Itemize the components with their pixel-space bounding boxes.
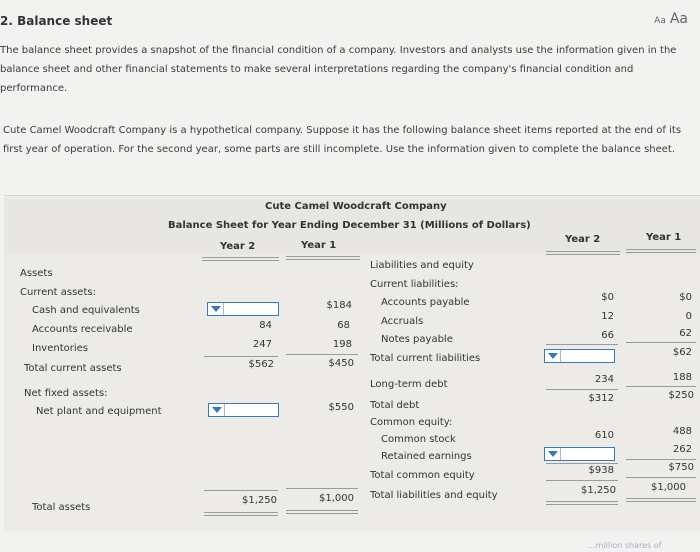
font-decrease-button[interactable]: Aa (654, 16, 666, 26)
dropdown-arrow-icon (548, 353, 558, 359)
payable-year1: $0 (679, 292, 692, 303)
common-stock-year1: 488 (672, 426, 692, 437)
subtotal-rule (546, 344, 618, 345)
net-fixed-assets-heading: Net fixed assets: (24, 388, 108, 399)
dropdown-arrow-icon (548, 451, 558, 457)
total-rule (626, 498, 696, 502)
col-header-year1-right: Year 1 (646, 232, 682, 243)
total-current-liabilities-year2-dropdown[interactable] (544, 349, 615, 363)
col-header-year2-right: Year 2 (565, 234, 601, 245)
subtotal-rule (204, 490, 278, 491)
total-debt-year2: $312 (588, 393, 614, 404)
dropdown-arrow-icon (211, 306, 221, 312)
notes-label: Notes payable (381, 334, 453, 345)
total-debt-year1: $250 (668, 390, 694, 401)
inventories-year1: 198 (332, 339, 352, 350)
assets-heading: Assets (20, 268, 53, 279)
total-current-assets-year1: $450 (328, 358, 354, 369)
subtotal-rule (626, 459, 696, 460)
cash-year2-dropdown[interactable] (207, 302, 279, 316)
header-rule (626, 249, 696, 253)
total-current-liabilities-year1: $62 (672, 347, 692, 358)
cutoff-next-paragraph: ...million shares of (588, 541, 662, 550)
retained-earnings-label: Retained earnings (381, 451, 472, 462)
long-term-debt-label: Long-term debt (370, 379, 448, 390)
total-liabilities-equity-year1: $1,000 (651, 482, 686, 493)
common-stock-label: Common stock (381, 434, 456, 445)
total-equity-label: Total common equity (370, 470, 475, 481)
notes-year1: 62 (679, 328, 692, 339)
subtotal-rule (546, 480, 618, 481)
payable-label: Accounts payable (381, 297, 470, 308)
total-liabilities-equity-year2: $1,250 (581, 485, 616, 496)
total-debt-label: Total debt (370, 400, 420, 411)
inventories-label: Inventories (32, 343, 88, 354)
header-rule (202, 257, 279, 261)
dropdown-arrow-icon (212, 407, 222, 413)
receivable-year2: 84 (259, 320, 272, 331)
notes-year2: 66 (601, 330, 614, 341)
plant-label: Net plant and equipment (36, 406, 162, 417)
common-equity-heading: Common equity: (370, 417, 453, 428)
receivable-year1: 68 (337, 320, 350, 331)
sheet-subtitle: Balance Sheet for Year Ending December 31 (Millions of Dollars) (168, 220, 531, 231)
total-assets-label: Total assets (32, 502, 91, 513)
total-rule (546, 501, 618, 505)
subtotal-rule (626, 477, 696, 478)
accruals-year1: 0 (685, 311, 692, 322)
plant-year2-dropdown[interactable] (208, 403, 279, 417)
total-current-liabilities-label: Total current liabilities (370, 353, 481, 364)
col-header-year2-left: Year 2 (220, 241, 256, 252)
total-liabilities-equity-label: Total liabilities and equity (370, 490, 498, 501)
long-term-debt-year1: 188 (672, 372, 692, 383)
header-rule (286, 256, 360, 260)
page-title: 2. Balance sheet (0, 14, 113, 28)
subtotal-rule (286, 354, 358, 355)
subtotal-rule (546, 463, 618, 464)
liabilities-heading: Liabilities and equity (370, 260, 474, 271)
total-current-assets-year2: $562 (248, 359, 274, 370)
company-name: Cute Camel Woodcraft Company (265, 201, 447, 212)
total-assets-year1: $1,000 (319, 493, 354, 504)
cash-year1: $184 (326, 300, 352, 311)
retained-earnings-year1: 262 (672, 444, 692, 455)
col-header-year1-left: Year 1 (301, 240, 337, 251)
receivable-label: Accounts receivable (32, 324, 133, 335)
long-term-debt-year2: 234 (594, 374, 614, 385)
total-equity-year2: $938 (588, 465, 614, 476)
inventories-year2: 247 (252, 339, 272, 350)
header-rule (546, 251, 620, 255)
intro-paragraph-1: The balance sheet provides a snapshot of the financial condition of a company. Investors and analysts use the information given in the balance sheet and other financial statements to make several interpretations regarding the company's financial condition and performance. (0, 45, 677, 94)
total-rule (286, 510, 358, 514)
retained-earnings-year2-dropdown[interactable] (544, 447, 615, 461)
subtotal-rule (286, 488, 358, 489)
subtotal-rule (626, 386, 696, 387)
total-current-assets-label: Total current assets (24, 363, 122, 374)
font-size-control[interactable] (654, 8, 688, 27)
total-rule (204, 512, 278, 516)
plant-year1: $550 (328, 402, 354, 413)
total-equity-year1: $750 (668, 462, 694, 473)
accruals-label: Accruals (381, 316, 424, 327)
total-assets-year2: $1,250 (242, 495, 277, 506)
cash-label: Cash and equivalents (32, 305, 140, 316)
subtotal-rule (626, 342, 696, 343)
common-stock-year2: 610 (594, 430, 614, 441)
payable-year2: $0 (601, 292, 614, 303)
current-liabilities-heading: Current liabilities: (370, 279, 459, 290)
subtotal-rule (546, 389, 618, 390)
intro-paragraph-2: Cute Camel Woodcraft Company is a hypothetical company. Suppose it has the following balance sheet items reported at the end of its first year of operation. For the second year, some parts are still incomplete. Use the information given to complete the balance sheet. (3, 125, 682, 155)
font-increase-button[interactable]: Aa (669, 11, 688, 27)
current-assets-heading: Current assets: (20, 287, 96, 298)
accruals-year2: 12 (601, 311, 614, 322)
subtotal-rule (204, 356, 278, 357)
